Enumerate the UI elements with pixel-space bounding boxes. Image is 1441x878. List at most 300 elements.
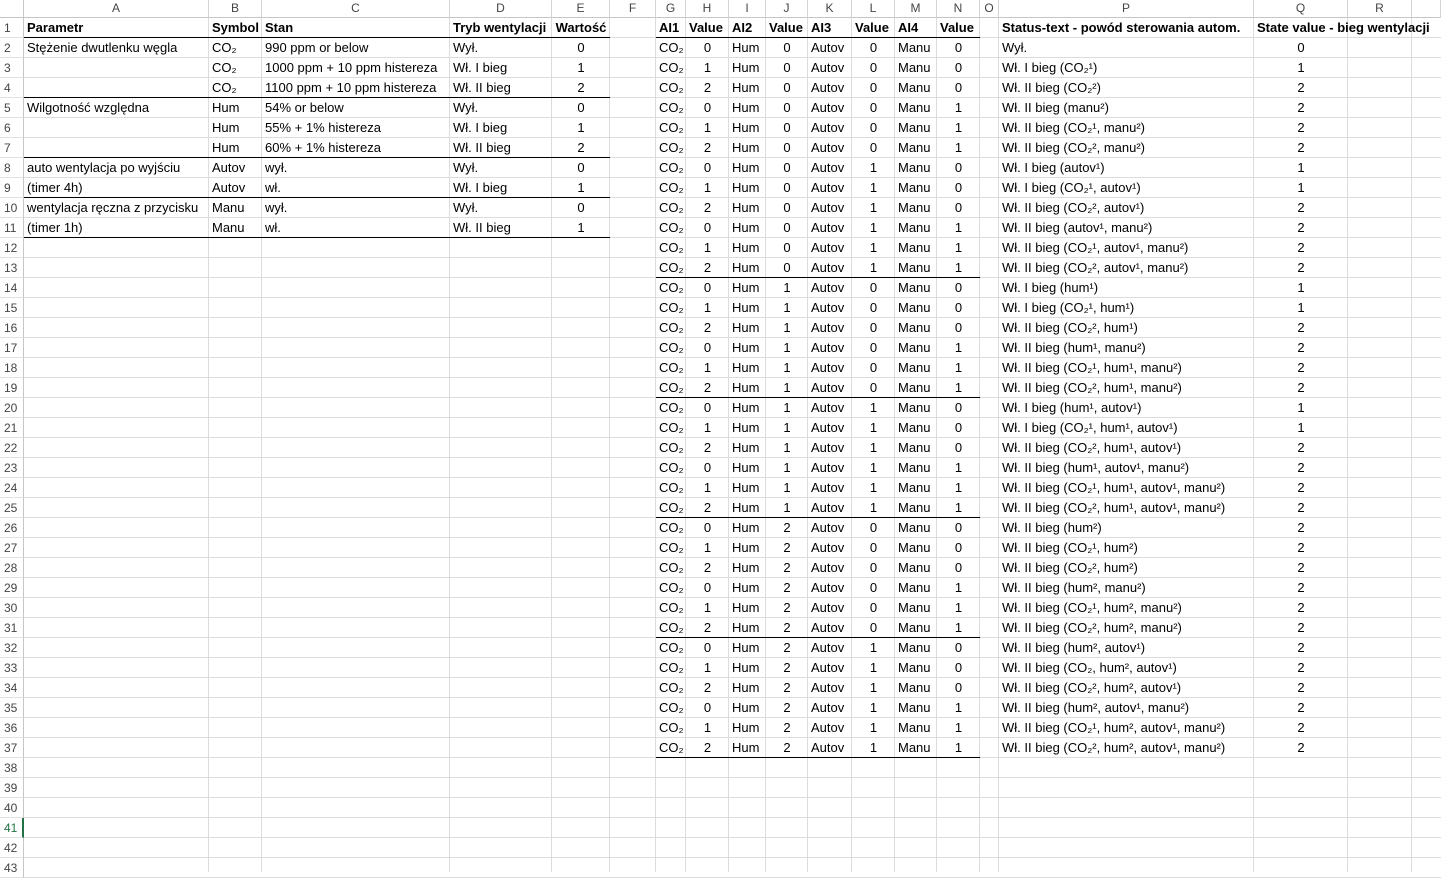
right-cell[interactable]: Hum	[732, 200, 760, 215]
row-header-10[interactable]: 10	[0, 198, 24, 218]
right-cell[interactable]: Manu	[898, 540, 931, 555]
right-cell[interactable]: 0	[783, 220, 791, 235]
right-cell[interactable]: 2	[703, 140, 712, 155]
right-cell[interactable]: 0	[703, 160, 712, 175]
right-cell[interactable]: 1	[703, 240, 712, 255]
right-cell[interactable]: Hum	[732, 640, 760, 655]
right-cell[interactable]: Manu	[898, 260, 931, 275]
right-cell[interactable]: 2	[1297, 320, 1305, 335]
row-header-27[interactable]: 27	[0, 538, 24, 558]
header-cell-tryb[interactable]: Tryb wentylacji	[453, 20, 547, 35]
right-cell[interactable]: Autov	[811, 260, 845, 275]
right-cell[interactable]: 0	[869, 140, 878, 155]
right-cell[interactable]: Wł. II bieg (CO₂¹, hum¹, autov¹, manu²)	[1002, 480, 1226, 495]
right-cell[interactable]: CO₂	[659, 480, 684, 495]
right-cell[interactable]: Manu	[898, 620, 931, 635]
left-cell[interactable]: Hum	[212, 140, 240, 155]
right-cell[interactable]: 2	[1297, 480, 1305, 495]
right-cell[interactable]: Manu	[898, 580, 931, 595]
right-cell[interactable]: Wł. II bieg (CO₂², hum², autov¹, manu²)	[1002, 740, 1226, 755]
right-cell[interactable]: Autov	[811, 60, 845, 75]
right-cell[interactable]: Manu	[898, 560, 931, 575]
left-cell[interactable]: CO₂	[212, 40, 237, 55]
right-cell[interactable]: 2	[1297, 440, 1305, 455]
right-cell[interactable]: 0	[703, 700, 712, 715]
right-cell[interactable]: Autov	[811, 720, 845, 735]
column-header-a[interactable]: A	[24, 0, 209, 18]
right-cell[interactable]: 2	[1297, 360, 1305, 375]
right-cell[interactable]: Wł. II bieg (CO₂², hum², autov¹)	[1002, 680, 1182, 695]
right-cell[interactable]: 1	[954, 600, 963, 615]
right-cell[interactable]: Wł. II bieg (CO₂², autov¹)	[1002, 200, 1145, 215]
right-cell[interactable]: Wł. I bieg (CO₂¹, autov¹)	[1002, 180, 1141, 195]
right-cell[interactable]: CO₂	[659, 380, 684, 395]
right-cell[interactable]: 0	[703, 580, 712, 595]
right-cell[interactable]: Hum	[732, 60, 760, 75]
left-cell[interactable]: Wł. II bieg	[453, 80, 511, 95]
right-cell[interactable]: CO₂	[659, 180, 684, 195]
right-cell[interactable]: Autov	[811, 520, 845, 535]
row-header-32[interactable]: 32	[0, 638, 24, 658]
right-cell[interactable]: 1	[869, 240, 878, 255]
right-cell[interactable]: Wł. II bieg (CO₂¹, manu²)	[1002, 120, 1146, 135]
right-cell[interactable]: Hum	[732, 560, 760, 575]
right-cell[interactable]: 0	[783, 180, 791, 195]
right-cell[interactable]: Hum	[732, 320, 760, 335]
right-cell[interactable]: Autov	[811, 400, 845, 415]
right-cell[interactable]: 0	[954, 40, 963, 55]
right-cell[interactable]: Manu	[898, 360, 931, 375]
right-cell[interactable]: Autov	[811, 280, 845, 295]
right-cell[interactable]: CO₂	[659, 200, 684, 215]
right-cell[interactable]: 0	[703, 340, 712, 355]
column-header-p[interactable]: P	[999, 0, 1254, 18]
right-cell[interactable]: 0	[869, 100, 878, 115]
right-cell[interactable]: 2	[703, 740, 712, 755]
right-cell[interactable]: Autov	[811, 360, 845, 375]
right-cell[interactable]: CO₂	[659, 240, 684, 255]
right-cell[interactable]: 0	[869, 520, 878, 535]
left-cell[interactable]: CO₂	[212, 60, 237, 75]
right-cell[interactable]: 0	[869, 540, 878, 555]
row-header-14[interactable]: 14	[0, 278, 24, 298]
left-cell[interactable]: Hum	[212, 120, 240, 135]
right-cell[interactable]: 0	[783, 100, 791, 115]
header-cell-symbol[interactable]: Symbol	[212, 20, 259, 35]
right-cell[interactable]: 2	[1297, 700, 1305, 715]
right-cell[interactable]: 2	[703, 680, 712, 695]
right-cell[interactable]: 2	[783, 700, 791, 715]
right-cell[interactable]: Manu	[898, 200, 931, 215]
left-cell[interactable]: 1100 ppm + 10 ppm histereza	[265, 80, 437, 95]
right-cell[interactable]: CO₂	[659, 540, 684, 555]
row-header-26[interactable]: 26	[0, 518, 24, 538]
right-cell[interactable]: 1	[954, 100, 963, 115]
right-cell[interactable]: 1	[783, 320, 791, 335]
row-header-29[interactable]: 29	[0, 578, 24, 598]
right-cell[interactable]: 0	[869, 580, 878, 595]
right-cell[interactable]: 1	[869, 500, 878, 515]
right-cell[interactable]: Manu	[898, 380, 931, 395]
row-header-33[interactable]: 33	[0, 658, 24, 678]
right-cell[interactable]: 0	[703, 100, 712, 115]
right-cell[interactable]: 1	[703, 420, 712, 435]
right-cell[interactable]: Wł. II bieg (autov¹, manu²)	[1002, 220, 1153, 235]
right-cell[interactable]: Hum	[732, 580, 760, 595]
right-cell[interactable]: Wł. I bieg (hum¹)	[1002, 280, 1099, 295]
right-cell[interactable]: Autov	[811, 180, 845, 195]
right-cell[interactable]: 2	[783, 520, 791, 535]
right-cell[interactable]: 2	[1297, 240, 1305, 255]
right-cell[interactable]: CO₂	[659, 360, 684, 375]
right-cell[interactable]: Manu	[898, 520, 931, 535]
right-cell[interactable]: CO₂	[659, 600, 684, 615]
row-header-40[interactable]: 40	[0, 798, 24, 818]
right-cell[interactable]: Wł. II bieg (CO₂, hum², autov¹)	[1002, 660, 1177, 675]
right-cell[interactable]: Hum	[732, 520, 760, 535]
right-cell[interactable]: Manu	[898, 160, 931, 175]
column-header-n[interactable]: N	[937, 0, 980, 18]
right-cell[interactable]: 0	[954, 440, 963, 455]
right-cell[interactable]: Hum	[732, 540, 760, 555]
left-cell[interactable]: (timer 4h)	[27, 180, 83, 195]
right-cell[interactable]: 1	[783, 380, 791, 395]
right-cell[interactable]: Wł. I bieg (CO₂¹)	[1002, 60, 1098, 75]
row-header-37[interactable]: 37	[0, 738, 24, 758]
right-cell[interactable]: Hum	[732, 400, 760, 415]
right-cell[interactable]: 0	[869, 120, 878, 135]
right-cell[interactable]: Hum	[732, 720, 760, 735]
right-cell[interactable]: 2	[1297, 120, 1305, 135]
right-cell[interactable]: 2	[703, 440, 712, 455]
right-cell[interactable]: 0	[703, 280, 712, 295]
right-cell[interactable]: Autov	[811, 460, 845, 475]
right-cell[interactable]: 1	[703, 480, 712, 495]
right-cell[interactable]: 2	[1297, 260, 1305, 275]
row-header-17[interactable]: 17	[0, 338, 24, 358]
right-cell[interactable]: 0	[954, 180, 963, 195]
right-cell[interactable]: 0	[703, 460, 712, 475]
right-cell[interactable]: Autov	[811, 420, 845, 435]
right-cell[interactable]: 0	[954, 640, 963, 655]
right-cell[interactable]: 2	[1297, 600, 1305, 615]
right-cell[interactable]: 0	[703, 40, 712, 55]
right-cell[interactable]: Wł. II bieg (hum¹, autov¹, manu²)	[1002, 460, 1190, 475]
row-header-43[interactable]: 43	[0, 858, 24, 878]
right-cell[interactable]: Autov	[811, 580, 845, 595]
row-header-12[interactable]: 12	[0, 238, 24, 258]
right-cell[interactable]: Hum	[732, 220, 760, 235]
left-cell[interactable]: 0	[577, 100, 585, 115]
right-cell[interactable]: 0	[869, 360, 878, 375]
left-cell[interactable]: Wył.	[453, 160, 479, 175]
row-header-35[interactable]: 35	[0, 698, 24, 718]
right-cell[interactable]: 0	[954, 680, 963, 695]
right-cell[interactable]: 1	[783, 400, 791, 415]
right-cell[interactable]: CO₂	[659, 420, 684, 435]
left-cell[interactable]: Wilgotność względna	[27, 100, 150, 115]
right-cell[interactable]: Manu	[898, 120, 931, 135]
right-cell[interactable]: Manu	[898, 180, 931, 195]
right-cell[interactable]: 2	[1297, 460, 1305, 475]
left-cell[interactable]: 54% or below	[265, 100, 344, 115]
right-cell[interactable]: Autov	[811, 380, 845, 395]
right-cell[interactable]: 0	[783, 200, 791, 215]
right-cell[interactable]: Manu	[898, 60, 931, 75]
right-cell[interactable]: 1	[783, 500, 791, 515]
right-cell[interactable]: Autov	[811, 40, 845, 55]
right-cell[interactable]: 1	[703, 60, 712, 75]
column-header-r[interactable]: R	[1348, 0, 1412, 18]
row-header-42[interactable]: 42	[0, 838, 24, 858]
right-cell[interactable]: 1	[703, 660, 712, 675]
right-cell[interactable]: Wł. II bieg (CO₂¹, hum²)	[1002, 540, 1138, 555]
right-cell[interactable]: Autov	[811, 540, 845, 555]
header-cell-right-1[interactable]: Value	[689, 20, 723, 35]
right-cell[interactable]: 1	[703, 720, 712, 735]
right-cell[interactable]: 0	[954, 400, 963, 415]
right-cell[interactable]: 1	[1297, 420, 1305, 435]
right-cell[interactable]: CO₂	[659, 280, 684, 295]
right-cell[interactable]: Hum	[732, 480, 760, 495]
right-cell[interactable]: 1	[783, 480, 791, 495]
right-cell[interactable]: Wł. II bieg (CO₂², autov¹, manu²)	[1002, 260, 1189, 275]
row-header-5[interactable]: 5	[0, 98, 24, 118]
right-cell[interactable]: 2	[783, 680, 791, 695]
left-cell[interactable]: 1	[577, 60, 585, 75]
column-header-k[interactable]: K	[808, 0, 852, 18]
column-header-f[interactable]: F	[610, 0, 656, 18]
right-cell[interactable]: Hum	[732, 680, 760, 695]
right-cell[interactable]: CO₂	[659, 260, 684, 275]
right-cell[interactable]: 1	[954, 120, 963, 135]
right-cell[interactable]: 2	[1297, 340, 1305, 355]
right-cell[interactable]: Hum	[732, 380, 760, 395]
right-cell[interactable]: Manu	[898, 460, 931, 475]
right-cell[interactable]: 2	[1297, 140, 1305, 155]
right-cell[interactable]: 0	[703, 400, 712, 415]
right-cell[interactable]: 0	[703, 520, 712, 535]
right-cell[interactable]: Manu	[898, 80, 931, 95]
column-header-d[interactable]: D	[450, 0, 552, 18]
right-cell[interactable]: Hum	[732, 100, 760, 115]
right-cell[interactable]: Manu	[898, 440, 931, 455]
right-cell[interactable]: CO₂	[659, 80, 684, 95]
right-cell[interactable]: 1	[783, 300, 791, 315]
row-header-1[interactable]: 1	[0, 18, 24, 38]
right-cell[interactable]: CO₂	[659, 560, 684, 575]
right-cell[interactable]: Hum	[732, 660, 760, 675]
right-cell[interactable]: 0	[954, 160, 963, 175]
right-cell[interactable]: Wł. II bieg (CO₂²)	[1002, 80, 1101, 95]
right-cell[interactable]: 2	[1297, 680, 1305, 695]
right-cell[interactable]: 2	[783, 620, 791, 635]
right-cell[interactable]: Manu	[898, 600, 931, 615]
right-cell[interactable]: Manu	[898, 320, 931, 335]
right-cell[interactable]: 1	[703, 180, 712, 195]
right-cell[interactable]: 1	[869, 720, 878, 735]
right-cell[interactable]: 1	[783, 420, 791, 435]
left-cell[interactable]: Stężenie dwutlenku węgla	[27, 40, 178, 55]
row-header-22[interactable]: 22	[0, 438, 24, 458]
right-cell[interactable]: 1	[1297, 160, 1305, 175]
right-cell[interactable]: CO₂	[659, 460, 684, 475]
row-header-38[interactable]: 38	[0, 758, 24, 778]
right-cell[interactable]: 2	[703, 620, 712, 635]
right-cell[interactable]: 2	[783, 580, 791, 595]
right-cell[interactable]: Wł. I bieg (hum¹, autov¹)	[1002, 400, 1142, 415]
right-cell[interactable]: 1	[869, 180, 878, 195]
header-cell-right-3[interactable]: Value	[769, 20, 803, 35]
select-all-corner[interactable]	[0, 0, 24, 18]
right-cell[interactable]: Hum	[732, 80, 760, 95]
left-cell[interactable]: 0	[577, 40, 585, 55]
left-cell[interactable]: (timer 1h)	[27, 220, 83, 235]
right-cell[interactable]: 2	[1297, 520, 1305, 535]
right-cell[interactable]: Manu	[898, 240, 931, 255]
right-cell[interactable]: 1	[954, 220, 963, 235]
right-cell[interactable]: 0	[783, 40, 791, 55]
right-cell[interactable]: CO₂	[659, 660, 684, 675]
right-cell[interactable]: 0	[869, 320, 878, 335]
right-cell[interactable]: Wł. II bieg (CO₂¹, hum², autov¹, manu²)	[1002, 720, 1226, 735]
left-cell[interactable]: Manu	[212, 220, 245, 235]
right-cell[interactable]: Hum	[732, 500, 760, 515]
right-cell[interactable]: Manu	[898, 480, 931, 495]
right-cell[interactable]: 2	[783, 600, 791, 615]
left-cell[interactable]: 1	[577, 180, 585, 195]
right-cell[interactable]: Autov	[811, 620, 845, 635]
right-cell[interactable]: Wł. II bieg (hum², autov¹)	[1002, 640, 1146, 655]
right-cell[interactable]: 1	[869, 700, 878, 715]
right-cell[interactable]: 1	[869, 200, 878, 215]
right-cell[interactable]: Hum	[732, 180, 760, 195]
row-header-7[interactable]: 7	[0, 138, 24, 158]
left-cell[interactable]: 1	[577, 120, 585, 135]
right-cell[interactable]: Wył.	[1002, 40, 1028, 55]
right-cell[interactable]: 0	[783, 240, 791, 255]
left-cell[interactable]: wł.	[265, 220, 281, 235]
header-cell-wartosc[interactable]: Wartość	[555, 20, 607, 35]
right-cell[interactable]: Autov	[811, 340, 845, 355]
column-header-m[interactable]: M	[895, 0, 937, 18]
column-header-e[interactable]: E	[552, 0, 610, 18]
right-cell[interactable]: 0	[869, 560, 878, 575]
left-cell[interactable]: Wł. I bieg	[453, 60, 508, 75]
right-cell[interactable]: Hum	[732, 700, 760, 715]
right-cell[interactable]: Autov	[811, 220, 845, 235]
right-cell[interactable]: CO₂	[659, 680, 684, 695]
right-cell[interactable]: Manu	[898, 40, 931, 55]
right-cell[interactable]: 2	[703, 80, 712, 95]
right-cell[interactable]: Manu	[898, 680, 931, 695]
right-cell[interactable]: Hum	[732, 160, 760, 175]
right-cell[interactable]: 0	[954, 660, 963, 675]
right-cell[interactable]: CO₂	[659, 220, 684, 235]
header-cell-right-5[interactable]: Value	[855, 20, 889, 35]
right-cell[interactable]: Manu	[898, 400, 931, 415]
right-cell[interactable]: Wł. II bieg (hum², manu²)	[1002, 580, 1146, 595]
row-header-31[interactable]: 31	[0, 618, 24, 638]
row-header-16[interactable]: 16	[0, 318, 24, 338]
row-header-25[interactable]: 25	[0, 498, 24, 518]
right-cell[interactable]: 2	[1297, 500, 1305, 515]
left-cell[interactable]: wł.	[265, 180, 281, 195]
right-cell[interactable]: 0	[954, 300, 963, 315]
right-cell[interactable]: Autov	[811, 440, 845, 455]
right-cell[interactable]: 1	[954, 360, 963, 375]
right-cell[interactable]: 0	[869, 280, 878, 295]
right-cell[interactable]: 2	[1297, 720, 1305, 735]
right-cell[interactable]: 1	[869, 400, 878, 415]
right-cell[interactable]: 2	[1297, 380, 1305, 395]
right-cell[interactable]: Autov	[811, 160, 845, 175]
right-cell[interactable]: Wł. II bieg (CO₂¹, hum², manu²)	[1002, 600, 1182, 615]
right-cell[interactable]: Autov	[811, 560, 845, 575]
left-cell[interactable]: wył.	[265, 160, 288, 175]
right-cell[interactable]: Hum	[732, 260, 760, 275]
right-cell[interactable]: 0	[869, 40, 878, 55]
right-cell[interactable]: Autov	[811, 740, 845, 755]
row-header-19[interactable]: 19	[0, 378, 24, 398]
right-cell[interactable]: 2	[783, 660, 791, 675]
left-cell[interactable]: 60% + 1% histereza	[265, 140, 381, 155]
right-cell[interactable]: Wł. II bieg (CO₂¹, hum¹, manu²)	[1002, 360, 1182, 375]
row-header-3[interactable]: 3	[0, 58, 24, 78]
right-cell[interactable]: CO₂	[659, 440, 684, 455]
row-header-4[interactable]: 4	[0, 78, 24, 98]
column-header-i[interactable]: I	[729, 0, 766, 18]
right-cell[interactable]: Autov	[811, 500, 845, 515]
right-cell[interactable]: Hum	[732, 620, 760, 635]
row-header-24[interactable]: 24	[0, 478, 24, 498]
right-cell[interactable]: 1	[703, 360, 712, 375]
right-cell[interactable]: 1	[954, 480, 963, 495]
right-cell[interactable]: 0	[869, 620, 878, 635]
header-cell-right-7[interactable]: Value	[940, 20, 974, 35]
right-cell[interactable]: CO₂	[659, 740, 684, 755]
right-cell[interactable]: 0	[954, 80, 963, 95]
right-cell[interactable]: 0	[869, 380, 878, 395]
right-cell[interactable]: Hum	[732, 140, 760, 155]
right-cell[interactable]: Wł. II bieg (CO₂², hum¹, autov¹, manu²)	[1002, 500, 1226, 515]
right-cell[interactable]: Wł. II bieg (CO₂², manu²)	[1002, 140, 1146, 155]
row-header-21[interactable]: 21	[0, 418, 24, 438]
right-cell[interactable]: Manu	[898, 500, 931, 515]
right-cell[interactable]: Autov	[811, 300, 845, 315]
right-cell[interactable]: Manu	[898, 100, 931, 115]
right-cell[interactable]: 0	[954, 420, 963, 435]
row-header-39[interactable]: 39	[0, 778, 24, 798]
right-cell[interactable]: CO₂	[659, 520, 684, 535]
right-cell[interactable]: Hum	[732, 440, 760, 455]
right-cell[interactable]: 1	[1297, 300, 1305, 315]
right-cell[interactable]: CO₂	[659, 580, 684, 595]
right-cell[interactable]: 2	[783, 540, 791, 555]
header-cell-right-4[interactable]: AI3	[811, 20, 832, 35]
left-cell[interactable]: Autov	[212, 180, 246, 195]
right-cell[interactable]: Hum	[732, 40, 760, 55]
left-cell[interactable]: Wł. I bieg	[453, 180, 508, 195]
right-cell[interactable]: Wł. II bieg (hum², autov¹, manu²)	[1002, 700, 1190, 715]
right-cell[interactable]: CO₂	[659, 120, 684, 135]
row-header-9[interactable]: 9	[0, 178, 24, 198]
right-cell[interactable]: 1	[954, 240, 963, 255]
right-cell[interactable]: 1	[869, 220, 878, 235]
right-cell[interactable]: 1	[869, 640, 878, 655]
right-cell[interactable]: Wł. II bieg (manu²)	[1002, 100, 1109, 115]
right-cell[interactable]: 1	[783, 280, 791, 295]
